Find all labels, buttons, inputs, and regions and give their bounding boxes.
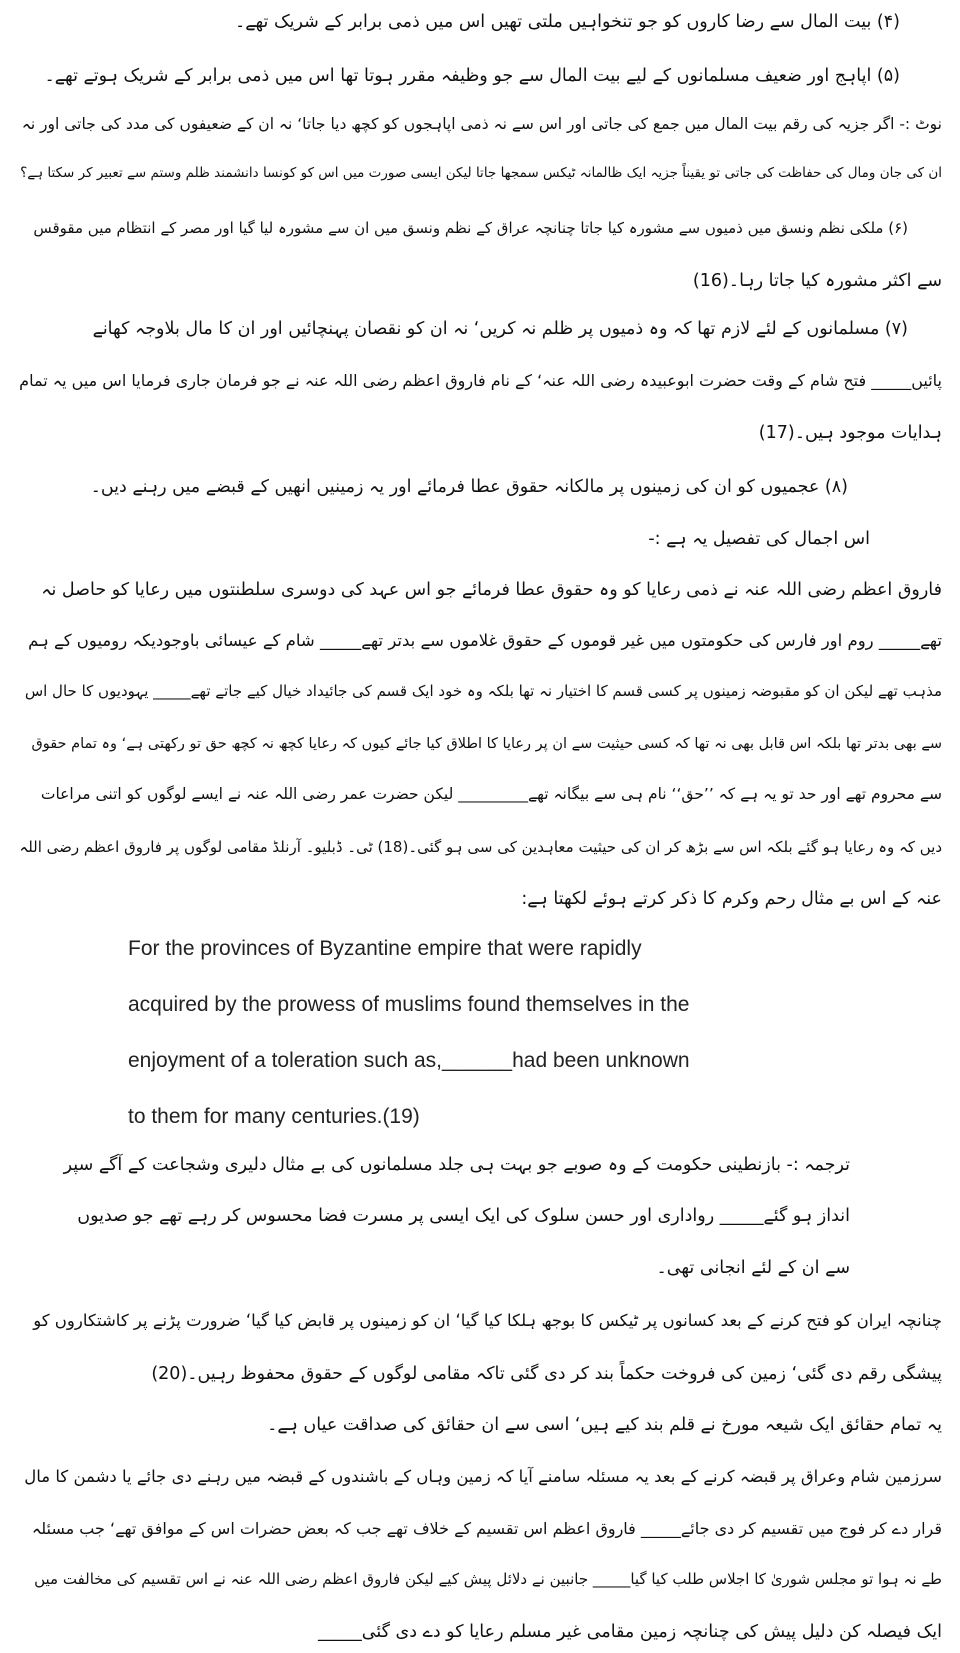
text-line: پیشگی رقم دی گئی‘ زمین کی فروخت حکماً بند کر دی گئی تاکہ مقامی لوگوں کے حقوق محفوظ رہیں۔(20) bbox=[151, 1364, 942, 1384]
text-line: (۵) اپاہج اور ضعیف مسلمانوں کے لیے بیت المال سے جو وظیفہ مقرر ہوتا تھا اس میں ذمی برابر کے شریک ہوتے تھے۔ bbox=[44, 66, 900, 86]
translation-line: سے ان کے لئے انجانی تھی۔ bbox=[656, 1258, 850, 1278]
text-line: سے اکثر مشورہ کیا جاتا رہا۔(16) bbox=[692, 271, 942, 291]
text-line: سے بھی بدتر تھا بلکہ اس قابل بھی نہ تھا کہ کسی حیثیت سے ان پر رعایا کا اطلاق کیا جائے کیوں کہ رعایا کچھ نہ کچھ حق تو رکھتی ہے‘ وہ تمام حقوق bbox=[31, 736, 942, 752]
text-line: ان کی جان ومال کی حفاظت کی جاتی تو یقیناً جزیہ ایک ظالمانہ ٹیکس سمجھا جاتا لیکن ایسی صورت میں اس کو کونسا دانشمند ظلم وستم سے تعبیر کر سکتا ہے؟ bbox=[20, 165, 942, 181]
text-line: طے نہ ہوا تو مجلس شوریٰ کا اجلاس طلب کیا گیا_____ جانبین نے دلائل پیش کیے لیکن فاروق اعظم رضی اللہ عنہ نے اس تقسیم کی مخالفت میں bbox=[34, 1570, 942, 1588]
text-line: (۴) بیت المال سے رضا کاروں کو جو تنخواہیں ملتی تھیں اس میں ذمی برابر کے شریک تھے۔ bbox=[234, 12, 900, 32]
text-line: مذہب تھے لیکن ان کو مقبوضہ زمینوں پر کسی قسم کا اختیار نہ تھا بلکہ وہ خود ایک قسم کی جائیداد خیال کیے جاتے تھے_____ یہودیوں کا حال اس bbox=[24, 682, 942, 700]
text-line: (۸) عجمیوں کو ان کی زمینوں پر مالکانہ حقوق عطا فرمائے اور یہ زمینیں انھیں کے قبضے میں رہنے دیں۔ bbox=[90, 477, 848, 497]
text-line: (۷) مسلمانوں کے لئے لازم تھا کہ وہ ذمیوں پر ظلم نہ کریں‘ نہ ان کو نقصان پہنچائیں اور ان کا مال بلاوجہ کھانے bbox=[92, 319, 908, 339]
text-line: اس اجمال کی تفصیل یہ ہے :- bbox=[648, 529, 870, 549]
text-line: نوٹ :- اگر جزیہ کی رقم بیت المال میں جمع کی جاتی اور اس سے نہ ذمی اپاہجوں کو کچھ دیا جاتا‘ نہ ان کے ضعیفوں کی مدد کی جاتی اور نہ bbox=[21, 115, 942, 133]
text-line: پائیں_____ فتح شام کے وقت حضرت ابوعبیدہ رضی اللہ عنہ‘ کے نام فاروق اعظم رضی اللہ عنہ نے جو فرمان جاری فرمایا اس میں یہ تمام bbox=[19, 371, 942, 390]
text-line: یہ تمام حقائق ایک شیعہ مورخ نے قلم بند کیے ہیں‘ اسی سے ان حقائق کی صداقت عیاں ہے۔ bbox=[267, 1415, 942, 1435]
english-quote-line: acquired by the prowess of muslims found themselves in the bbox=[128, 993, 690, 1016]
text-line: تھے_____ روم اور فارس کی حکومتوں میں غیر قوموں کے حقوق غلاموں سے بدتر تھے_____ شام کے عیسائی باوجودیکہ رومیوں کے ہم bbox=[28, 631, 942, 650]
translation-line: انداز ہو گئے_____ رواداری اور حسن سلوک کی ایک ایسی پر مسرت فضا محسوس کر رہے تھے جو صدیوں bbox=[77, 1206, 850, 1226]
text-line: (۶) ملکی نظم ونسق میں ذمیوں سے مشورہ کیا جاتا چنانچہ عراق کے نظم ونسق میں ان سے مشورہ لیا گیا اور مصر کے انتظام میں مقوقس bbox=[33, 219, 908, 237]
text-line: فاروق اعظم رضی اللہ عنہ نے ذمی رعایا کو وہ حقوق عطا فرمائے جو اس عہد کی دوسری سلطنتوں میں رعایا کو حاصل نہ bbox=[41, 580, 942, 600]
text-line: سرزمین شام وعراق پر قبضہ کرنے کے بعد یہ مسئلہ سامنے آیا کہ زمین وہاں کے باشندوں کے قبضہ میں رہنے دی جائے یا دشمن کا مال bbox=[24, 1467, 942, 1486]
text-line: دیں کہ وہ رعایا ہو گئے بلکہ اس سے بڑھ کر ان کی حیثیت معاہدین کی سی ہو گئی۔(18) ٹی۔ ڈبلیو۔ آرنلڈ مقامی لوگوں پر فاروق اعظم رضی اللہ bbox=[19, 838, 942, 856]
text-line: چنانچہ ایران کو فتح کرنے کے بعد کسانوں پر ٹیکس کا بوجھ ہلکا کیا گیا‘ ان کو زمینوں پر قابض کیا گیا‘ ضرورت پڑنے پر کاشتکاروں کو bbox=[33, 1311, 942, 1330]
english-quote-line: to them for many centuries.(19) bbox=[128, 1105, 420, 1128]
english-quote-line: For the provinces of Byzantine empire that were rapidly bbox=[128, 937, 642, 960]
text-line: ہدایات موجود ہیں۔(17) bbox=[758, 423, 942, 443]
text-line: عنہ کے اس بے مثال رحم وکرم کا ذکر کرتے ہوئے لکھتا ہے: bbox=[521, 889, 942, 909]
translation-line: ترجمہ :- بازنطینی حکومت کے وہ صوبے جو بہت ہی جلد مسلمانوں کی بے مثال دلیری وشجاعت کے آگے سپر bbox=[63, 1155, 850, 1175]
text-line: قرار دے کر فوج میں تقسیم کر دی جائے_____ فاروق اعظم اس تقسیم کے خلاف تھے جب کہ بعض حضرات اس کے موافق تھے‘ جب مسئلہ bbox=[31, 1519, 942, 1538]
english-quote-line: enjoyment of a toleration such as,______had been unknown bbox=[128, 1049, 690, 1072]
text-line: سے محروم تھے اور حد تو یہ ہے کہ ’’حق‘‘ نام ہی سے بیگانہ تھے_________ لیکن حضرت عمر رضی اللہ عنہ نے ایسے لوگوں کو اتنی مراعات bbox=[40, 785, 942, 803]
text-line: ایک فیصلہ کن دلیل پیش کی چنانچہ زمین مقامی غیر مسلم رعایا کو دے دی گئی_____ bbox=[318, 1622, 942, 1642]
